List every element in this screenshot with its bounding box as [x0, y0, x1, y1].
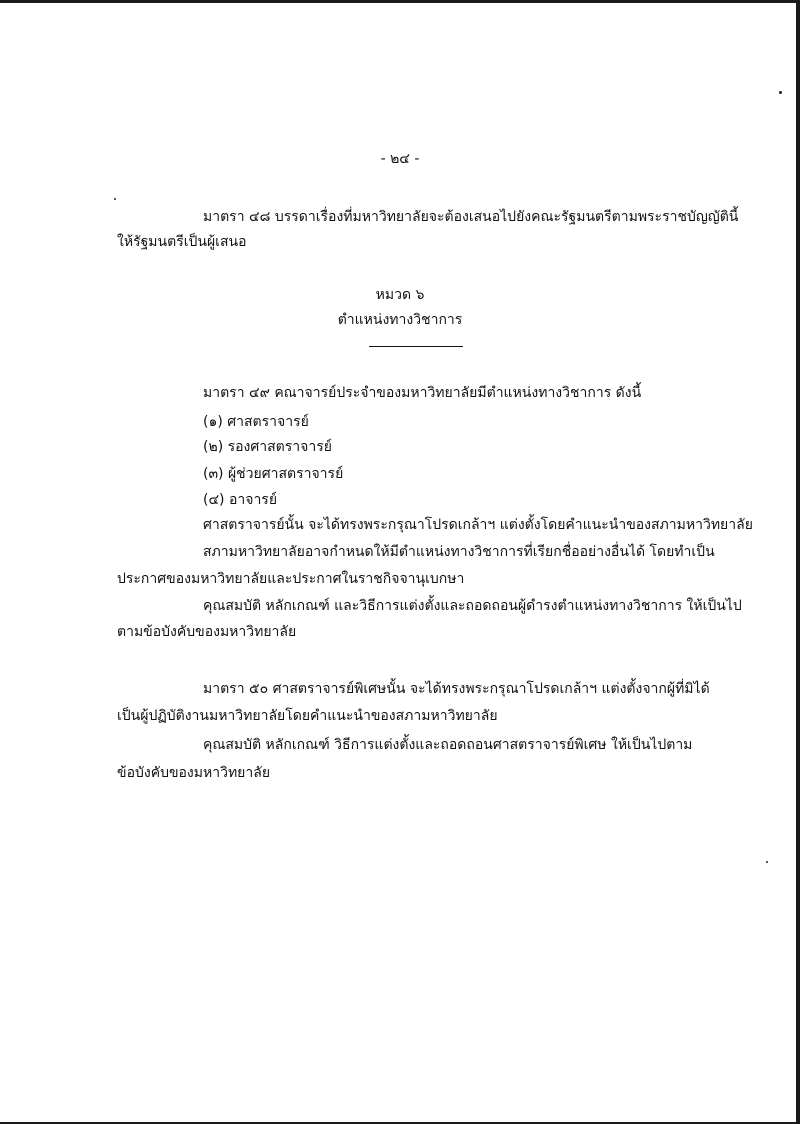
chapter-title: ตำแหน่งทางวิชาการ: [337, 312, 463, 328]
page-number: - ๒๔ -: [380, 151, 420, 167]
section-49-item-1: (๑) ศาสตราจารย์: [203, 414, 309, 430]
section-49-para-3-line-2: ตามข้อบังคับของมหาวิทยาลัย: [117, 624, 297, 640]
scan-speck: [114, 198, 116, 200]
page-edge-right: [796, 0, 800, 1124]
section-48-line-2: ให้รัฐมนตรีเป็นผู้เสนอ: [117, 234, 247, 250]
section-49-para-2-line-2: ประกาศของมหาวิทยาลัยและประกาศในราชกิจจานุเบกษา: [117, 571, 465, 587]
section-50-line-1: มาตรา ๕๐ ศาสตราจารย์พิเศษนั้น จะได้ทรงพระกรุณาโปรดเกล้าฯ แต่งตั้งจากผู้ที่มิได้: [203, 681, 710, 697]
section-49-item-2: (๒) รองศาสตราจารย์: [203, 439, 332, 455]
page-edge-top: [0, 0, 800, 3]
scan-speck: [766, 861, 768, 863]
section-49-para-1: ศาสตราจารย์นั้น จะได้ทรงพระกรุณาโปรดเกล้าฯ แต่งตั้งโดยคำแนะนำของสภามหาวิทยาลัย: [203, 517, 753, 533]
section-49-para-2-line-1: สภามหาวิทยาลัยอาจกำหนดให้มีตำแหน่งทางวิชาการที่เรียกชื่ออย่างอื่นได้ โดยทำเป็น: [203, 544, 715, 560]
section-50-para-line-1: คุณสมบัติ หลักเกณฑ์ วิธีการแต่งตั้งและถอดถอนศาสตราจารย์พิเศษ ให้เป็นไปตาม: [203, 737, 693, 753]
section-49-intro: มาตรา ๔๙ คณาจารย์ประจำของมหาวิทยาลัยมีตำแหน่งทางวิชาการ ดังนี้: [203, 385, 642, 401]
section-49-para-3-line-1: คุณสมบัติ หลักเกณฑ์ และวิธีการแต่งตั้งและถอดถอนผู้ดำรงตำแหน่งทางวิชาการ ให้เป็นไป: [203, 598, 742, 614]
section-48-line-1: มาตรา ๔๘ บรรดาเรื่องที่มหาวิทยาลัยจะต้องเสนอไปยังคณะรัฐมนตรีตามพระราชบัญญัตินี้: [203, 209, 739, 225]
section-49-item-4: (๔) อาจารย์: [203, 492, 278, 508]
chapter-number: หมวด ๖: [375, 287, 425, 303]
scan-speck: [779, 91, 782, 94]
chapter-divider: [369, 346, 463, 347]
section-49-item-3: (๓) ผู้ช่วยศาสตราจารย์: [203, 466, 344, 482]
section-50-para-line-2: ข้อบังคับของมหาวิทยาลัย: [117, 765, 271, 781]
section-50-line-2: เป็นผู้ปฏิบัติงานมหาวิทยาลัยโดยคำแนะนำของสภามหาวิทยาลัย: [117, 708, 498, 724]
